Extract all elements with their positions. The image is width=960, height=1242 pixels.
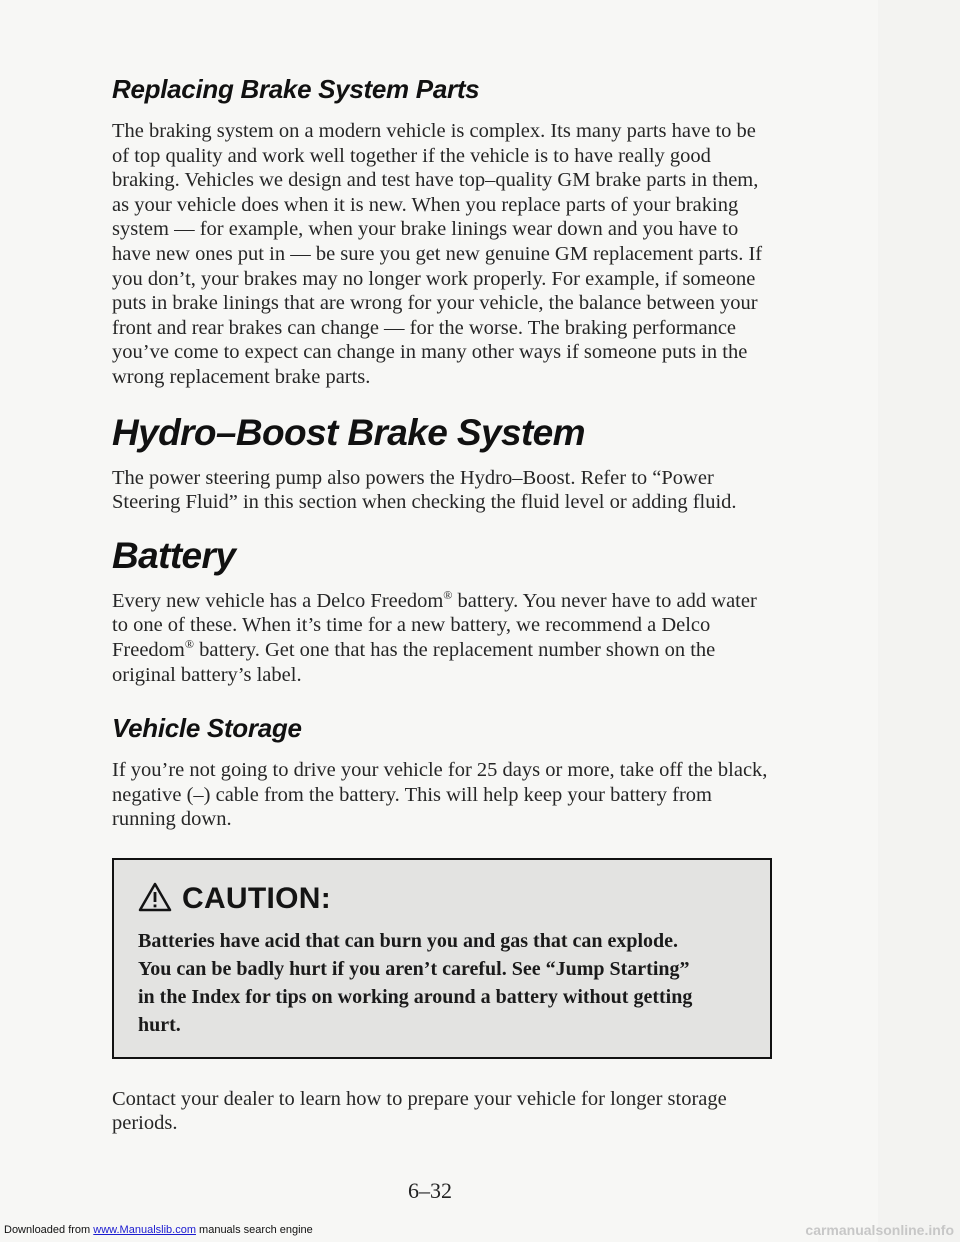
paragraph-vehicle-storage: If you’re not going to drive your vehicle for 25 days or more, take off the black, negative (–) cable from the battery. This will help keep your battery from running down. — [112, 759, 768, 831]
paragraph-battery — [112, 589, 772, 687]
section-brake-parts — [112, 74, 772, 390]
battery-text-1: Every new vehicle has a Delco Freedom — [112, 589, 444, 612]
page-number: 6–32 — [408, 1178, 452, 1203]
warning-triangle-icon — [138, 882, 172, 917]
registered-mark: ® — [184, 636, 194, 651]
heading-brake-parts: Replacing Brake System Parts — [112, 74, 480, 104]
paragraph-storage-contact: Contact your dealer to learn how to prepare your vehicle for longer storage periods. — [112, 1087, 727, 1135]
battery-text-2: battery. You never have to add water to one of these. When it’s time for a new battery, we recommend a Delco Freedom — [112, 589, 757, 661]
page-content — [112, 74, 772, 1136]
heading-hydro-boost: Hydro–Boost Brake System — [112, 411, 585, 453]
caution-header — [138, 882, 750, 917]
caution-title: CAUTION: — [182, 882, 332, 916]
section-vehicle-storage — [112, 713, 772, 1136]
footer-prefix: Downloaded from — [4, 1224, 94, 1236]
heading-battery: Battery — [112, 534, 236, 576]
footer-suffix: manuals search engine — [195, 1224, 313, 1236]
heading-vehicle-storage: Vehicle Storage — [112, 713, 302, 744]
registered-mark: ® — [443, 587, 453, 602]
section-hydro-boost — [112, 412, 772, 515]
download-footer — [4, 1224, 313, 1236]
section-battery — [112, 535, 772, 687]
paragraph-brake-parts: The braking system on a modern vehicle is complex. Its many parts have to be of top quality and work well together if the vehicle is to have really good braking. Vehicles we design and test have top–quality GM brake parts in them, as your vehicle does when it is new. When you replace parts of your braking system — for example, when your brake linings wear down and you have to have new ones put in — be sure you get new genuine GM replacement parts. If you don’t, your brakes may no longer work properly. For example, if someone puts in brake linings that are wrong for your vehicle, the balance between your front and rear brakes can change — for the worse. The braking performance you’ve come to expect can change in many other ways if someone puts in the wrong replacement brake parts. — [112, 120, 763, 388]
caution-text: Batteries have acid that can burn you and gas that can explode. You can be badly hurt if you aren’t careful. See “Jump Starting” in the Index for tips on working around a battery without getting hurt. — [138, 929, 693, 1036]
manualslib-link[interactable]: www.Manualslib.com — [93, 1224, 196, 1236]
battery-text-3: battery. Get one that has the replacement number shown on the original battery’s label. — [112, 638, 716, 686]
site-watermark: carmanualsonline.info — [805, 1222, 954, 1238]
caution-box — [112, 858, 772, 1059]
paragraph-hydro-boost: The power steering pump also powers the Hydro–Boost. Refer to “Power Steering Fluid” in this section when checking the fluid level or adding fluid. — [112, 466, 737, 514]
